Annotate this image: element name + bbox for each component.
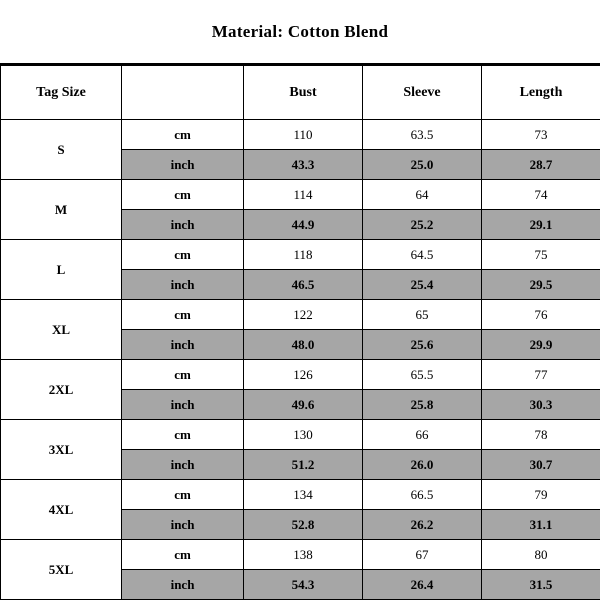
unit-cell-inch: inch bbox=[122, 330, 244, 360]
sleeve-inch: 26.2 bbox=[363, 510, 482, 540]
header-bust: Bust bbox=[244, 66, 363, 120]
sleeve-cm: 65.5 bbox=[363, 360, 482, 390]
header-unit bbox=[122, 66, 244, 120]
tag-size-cell: M bbox=[1, 180, 122, 240]
bust-cm: 114 bbox=[244, 180, 363, 210]
sleeve-cm: 67 bbox=[363, 540, 482, 570]
table-row bbox=[1, 420, 600, 450]
length-inch: 29.5 bbox=[482, 270, 600, 300]
table-body bbox=[1, 120, 600, 600]
sleeve-inch: 25.2 bbox=[363, 210, 482, 240]
unit-cell-inch: inch bbox=[122, 570, 244, 600]
bust-cm: 130 bbox=[244, 420, 363, 450]
bust-inch: 54.3 bbox=[244, 570, 363, 600]
unit-cell-cm: cm bbox=[122, 120, 244, 150]
sleeve-inch: 26.0 bbox=[363, 450, 482, 480]
bust-inch: 51.2 bbox=[244, 450, 363, 480]
length-cm: 79 bbox=[482, 480, 600, 510]
table-row bbox=[1, 240, 600, 270]
sleeve-inch: 25.4 bbox=[363, 270, 482, 300]
unit-cell-inch: inch bbox=[122, 390, 244, 420]
bust-cm: 134 bbox=[244, 480, 363, 510]
unit-cell-cm: cm bbox=[122, 420, 244, 450]
bust-inch: 43.3 bbox=[244, 150, 363, 180]
bust-inch: 49.6 bbox=[244, 390, 363, 420]
unit-cell-inch: inch bbox=[122, 270, 244, 300]
table-row bbox=[1, 540, 600, 570]
header-row bbox=[1, 66, 600, 120]
unit-cell-inch: inch bbox=[122, 450, 244, 480]
length-cm: 78 bbox=[482, 420, 600, 450]
bust-inch: 48.0 bbox=[244, 330, 363, 360]
length-inch: 30.7 bbox=[482, 450, 600, 480]
length-inch: 29.9 bbox=[482, 330, 600, 360]
bust-cm: 118 bbox=[244, 240, 363, 270]
length-cm: 76 bbox=[482, 300, 600, 330]
header-tag-size: Tag Size bbox=[1, 66, 122, 120]
length-inch: 29.1 bbox=[482, 210, 600, 240]
length-inch: 28.7 bbox=[482, 150, 600, 180]
unit-cell-cm: cm bbox=[122, 360, 244, 390]
header-sleeve: Sleeve bbox=[363, 66, 482, 120]
unit-cell-cm: cm bbox=[122, 240, 244, 270]
bust-cm: 110 bbox=[244, 120, 363, 150]
unit-cell-inch: inch bbox=[122, 510, 244, 540]
unit-cell-cm: cm bbox=[122, 300, 244, 330]
tag-size-cell: 3XL bbox=[1, 420, 122, 480]
length-cm: 74 bbox=[482, 180, 600, 210]
sleeve-cm: 63.5 bbox=[363, 120, 482, 150]
title-band bbox=[0, 0, 600, 65]
sleeve-cm: 66 bbox=[363, 420, 482, 450]
header-length: Length bbox=[482, 66, 600, 120]
length-cm: 80 bbox=[482, 540, 600, 570]
table-row bbox=[1, 120, 600, 150]
sleeve-inch: 25.6 bbox=[363, 330, 482, 360]
sleeve-cm: 64 bbox=[363, 180, 482, 210]
table-row bbox=[1, 300, 600, 330]
page-title: Material: Cotton Blend bbox=[211, 21, 389, 41]
unit-cell-cm: cm bbox=[122, 180, 244, 210]
table-row bbox=[1, 480, 600, 510]
sleeve-inch: 26.4 bbox=[363, 570, 482, 600]
bust-cm: 138 bbox=[244, 540, 363, 570]
bust-cm: 126 bbox=[244, 360, 363, 390]
tag-size-cell: 4XL bbox=[1, 480, 122, 540]
length-cm: 77 bbox=[482, 360, 600, 390]
table-header bbox=[1, 66, 600, 120]
tag-size-cell: L bbox=[1, 240, 122, 300]
length-cm: 73 bbox=[482, 120, 600, 150]
sleeve-inch: 25.0 bbox=[363, 150, 482, 180]
sleeve-cm: 65 bbox=[363, 300, 482, 330]
bust-inch: 46.5 bbox=[244, 270, 363, 300]
unit-cell-inch: inch bbox=[122, 150, 244, 180]
unit-cell-inch: inch bbox=[122, 210, 244, 240]
table-row bbox=[1, 360, 600, 390]
tag-size-cell: S bbox=[1, 120, 122, 180]
table-row bbox=[1, 180, 600, 210]
tag-size-cell: 2XL bbox=[1, 360, 122, 420]
length-inch: 31.1 bbox=[482, 510, 600, 540]
sleeve-inch: 25.8 bbox=[363, 390, 482, 420]
length-inch: 30.3 bbox=[482, 390, 600, 420]
tag-size-cell: 5XL bbox=[1, 540, 122, 600]
tag-size-cell: XL bbox=[1, 300, 122, 360]
sleeve-cm: 64.5 bbox=[363, 240, 482, 270]
length-cm: 75 bbox=[482, 240, 600, 270]
sleeve-cm: 66.5 bbox=[363, 480, 482, 510]
unit-cell-cm: cm bbox=[122, 540, 244, 570]
unit-cell-cm: cm bbox=[122, 480, 244, 510]
length-inch: 31.5 bbox=[482, 570, 600, 600]
bust-inch: 44.9 bbox=[244, 210, 363, 240]
bust-inch: 52.8 bbox=[244, 510, 363, 540]
size-chart-table bbox=[0, 65, 600, 600]
bust-cm: 122 bbox=[244, 300, 363, 330]
